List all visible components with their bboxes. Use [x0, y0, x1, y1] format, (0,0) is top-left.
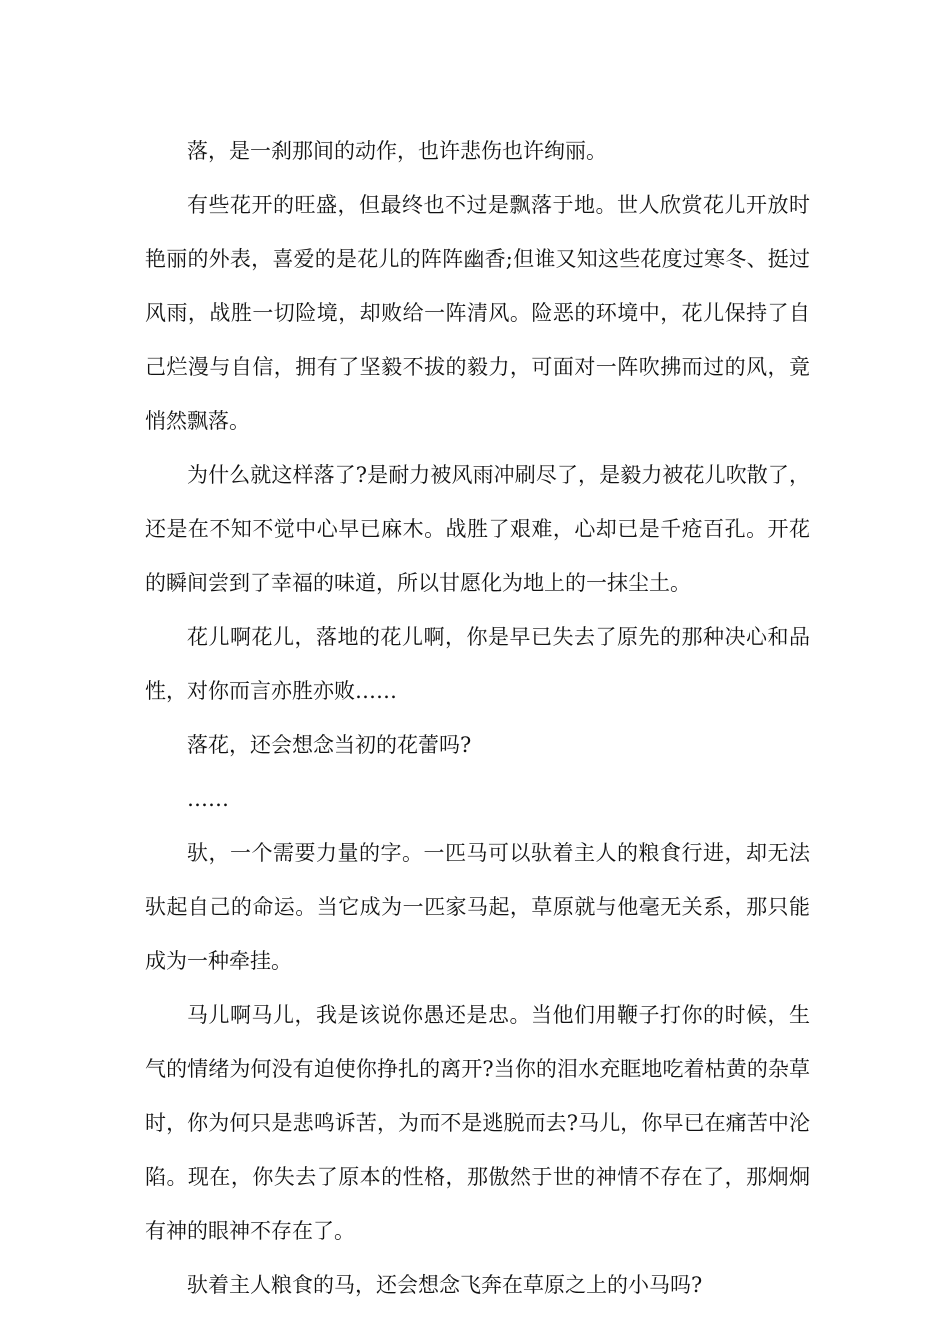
paragraph-2: 有些花开的旺盛，但最终也不过是飘落于地。世人欣赏花儿开放时艳丽的外表，喜爱的是花儿的阵阵幽香;但谁又知这些花度过寒冬、挺过风雨，战胜一切险境，却败给一阵清风。险恶的环境中，花儿保持了自己烂漫与自信，拥有了坚毅不拔的毅力，可面对一阵吹拂而过的风，竟悄然飘落。	[145, 193, 810, 433]
paragraph-8: 驮着主人粮食的马，还会想念飞奔在草原之上的小马吗?	[187, 1273, 703, 1297]
paragraph-6: 驮，一个需要力量的字。一匹马可以驮着主人的粮食行进，却无法驮起自己的命运。当它成为一匹家马起，草原就与他毫无关系，那只能成为一种牵挂。	[145, 841, 810, 973]
paragraph-4: 花儿啊花儿，落地的花儿啊，你是早已失去了原先的那种决心和品性，对你而言亦胜亦败……	[145, 625, 810, 703]
paragraph-3: 为什么就这样落了?是耐力被风雨冲刷尽了，是毅力被花儿吹散了，还是在不知不觉中心早已麻木。战胜了艰难，心却已是千疮百孔。开花的瞬间尝到了幸福的味道，所以甘愿化为地上的一抹尘土。	[145, 463, 810, 595]
ellipsis-separator: ……	[187, 787, 229, 811]
paragraph-1: 落，是一刹那间的动作，也许悲伤也许绚丽。	[187, 139, 607, 163]
document-body	[145, 124, 810, 1312]
paragraph-5: 落花，还会想念当初的花蕾吗?	[187, 733, 472, 757]
paragraph-7: 马儿啊马儿，我是该说你愚还是忠。当他们用鞭子打你的时候，生气的情绪为何没有迫使你挣扎的离开?当你的泪水充眶地吃着枯黄的杂草时，你为何只是悲鸣诉苦，为而不是逃脱而去?马儿，你早已在痛苦中沦陷。现在，你失去了原本的性格，那傲然于世的神情不存在了，那炯炯有神的眼神不存在了。	[145, 1003, 810, 1243]
